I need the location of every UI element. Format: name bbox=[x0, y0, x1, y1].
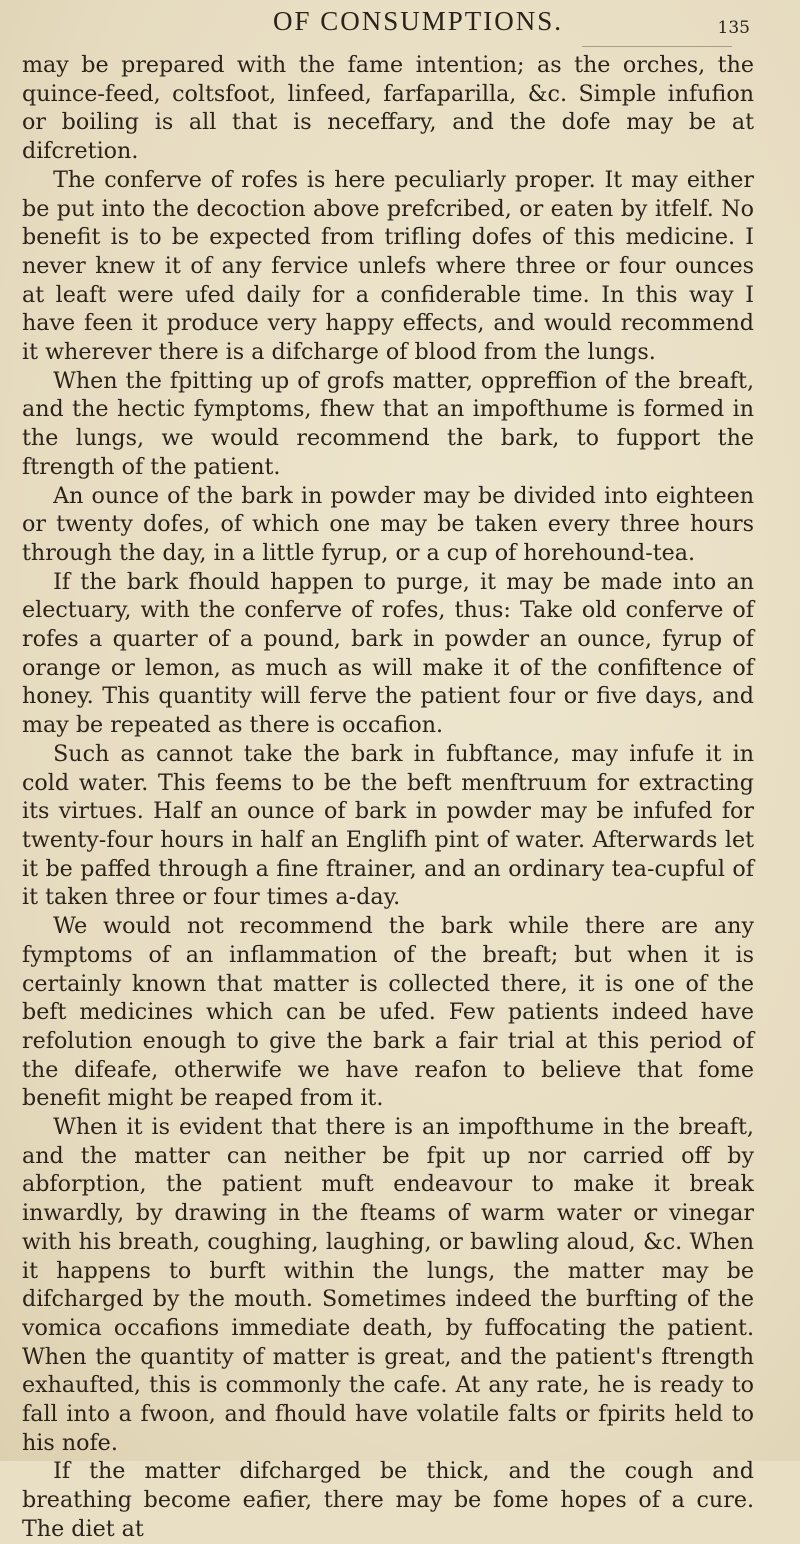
header-rule bbox=[582, 46, 732, 47]
paragraph: The conferve of rofes is here peculiarly proper. It may either be put into the decoction above prefcribed, or eaten by itfelf. No benefit is to be expected from trifling dofes of this medicine. I never knew it of any fervice unlefs where three or four ounces at leaft were ufed daily for a confiderable time. In this way I have feen it produce very happy effects, and would recommend it wherever there is a difcharge of blood from the lungs. bbox=[22, 166, 754, 366]
body-text bbox=[22, 51, 754, 1544]
paragraph: When the fpitting up of grofs matter, oppreffion of the breaft, and the hectic fymptoms, fhew that an impofthume is formed in the lungs, we would recommend the bark, to fupport the ftrength of the patient. bbox=[22, 367, 754, 480]
page-number: 135 bbox=[717, 18, 750, 38]
paragraph: We would not recommend the bark while there are any fymptoms of an inflammation of the breaft; but when it is certainly known that matter is collected there, it is one of the beft medicines which can be ufed. Few patients indeed have refolution enough to give the bark a fair trial at this period of the difeafe, otherwife we have reafon to believe that fome benefit might be reaped from it. bbox=[22, 913, 754, 1112]
paragraph: An ounce of the bark in powder may be divided into eighteen or twenty dofes, of which one may be taken every three hours through the day, in a little fyrup, or a cup of horehound-tea. bbox=[22, 482, 754, 566]
page-header bbox=[22, 6, 754, 46]
paragraph: Such as cannot take the bark in fubftance, may infufe it in cold water. This feems to be the beft menftruum for extracting its virtues. Half an ounce of bark in powder may be infufed for twenty-four hours in half an Englifh pint of water. Afterwards let it be paffed through a fine ftrainer, and an ordinary tea-cupful of it taken three or four times a-day. bbox=[22, 740, 754, 911]
paragraph: may be prepared with the fame intention; as the orches, the quince-feed, coltsfoot, linfeed, farfaparilla, &c. Simple infufion or boiling is all that is neceffary, and the dofe may be at difcretion. bbox=[22, 52, 754, 165]
paragraph: If the bark fhould happen to purge, it may be made into an electuary, with the conferve of rofes, thus: Take old conferve of rofes a quarter of a pound, bark in powder an ounce, fyrup of orange or lemon, as much as will make it of the confiftence of honey. This quantity will ferve the patient four or five days, and may be repeated as there is occafion. bbox=[22, 568, 754, 739]
paragraph: If the matter difcharged be thick, and the cough and breathing become eafier, there may be fome hopes of a cure. The diet at bbox=[22, 1458, 754, 1542]
paragraph: When it is evident that there is an impofthume in the breaft, and the matter can neither be fpit up nor carried off by abforption, the patient muft endeavour to make it break inwardly, by drawing in the fteams of warm water or vinegar with his breath, coughing, laughing, or bawling aloud, &c. When it happens to burft within the lungs, the matter may be difcharged by the mouth. Sometimes indeed the burfting of the vomica occafions immediate death, by fuffocating the patient. When the quantity of matter is great, and the patient's ftrength exhaufted, this is commonly the cafe. At any rate, he is ready to fall into a fwoon, and fhould have volatile falts or fpirits held to his nofe. bbox=[22, 1114, 754, 1456]
running-head: OF CONSUMPTIONS. bbox=[272, 6, 564, 36]
